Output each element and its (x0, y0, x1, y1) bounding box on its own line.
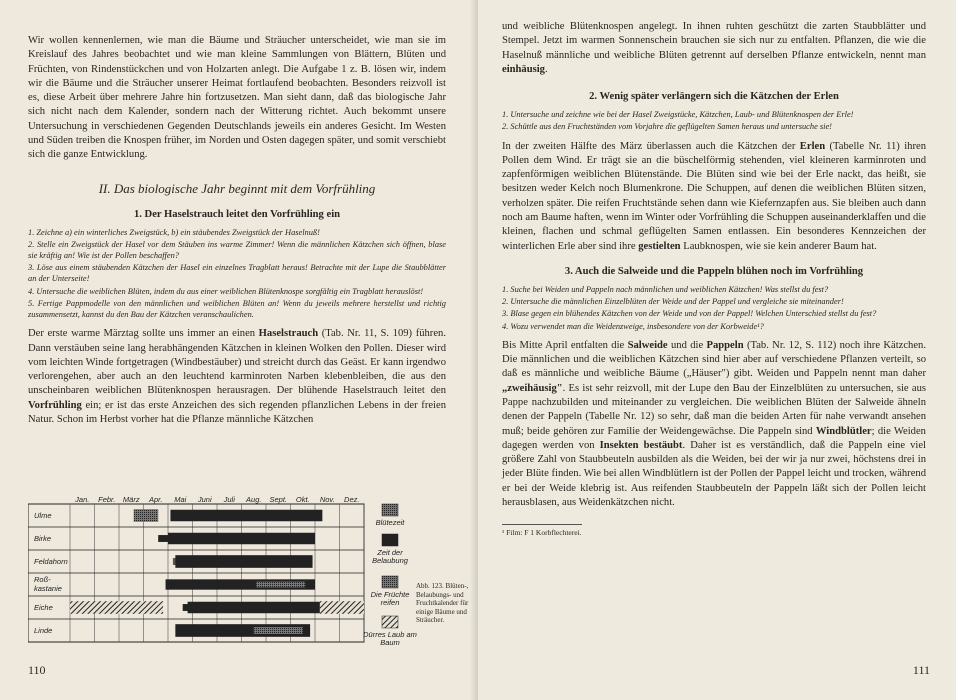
row-label: Feldahorn (34, 557, 68, 566)
footnote-rule (502, 524, 582, 525)
month-label: Jan. (75, 495, 90, 504)
legend-swatch (382, 576, 398, 588)
task-item: 5. Fertige Pappmodelle von den männlichen und weiblichen Blüten an! Wenn du jeweils mehrere herstellst und richtig zusammensetzt, kannst du den Bau der Kätzchen veranschaulichen. (28, 298, 446, 320)
row-label: Eiche (34, 603, 53, 612)
tree-calendar-chart (28, 492, 469, 660)
month-label: Sept. (269, 495, 288, 504)
calendar-bar (168, 533, 315, 545)
page-number-left: 110 (28, 663, 46, 677)
row-label: Roß- (34, 575, 51, 584)
legend-label: Blütezeit (375, 518, 405, 527)
task-item: 3. Blase gegen ein blühendes Kätzchen von der Weide und von der Pappel! Welchen Unterschied stellst du fest? (502, 309, 877, 319)
intro-paragraph: Wir wollen kennenlernen, wie man die Bäume und Sträucher unterscheidet, wie man sie im Kreislauf des Jahres beobachtet und wie man kleine Sammlungen von Blättern, Blüten und Früchten, von Rindenstückchen und von Holzarten anlegt. Die Aufgabe 1 z. B. lösen wir, indem wir die Bäume und die Sträucher unserer Heimat fortlaufend beobachten. Besonders reizvoll ist es, diese Arbeit über mehrere Jahre hin fortzusetzen. Man sieht dann, daß das biologische Jahr sich nicht nach dem Kalender, sondern nach der Witterung richtet. Auch bekommt unsere Untersuchung in verschiedenen Gegenden Deutschlands jeweils ein anderes Gesicht. Im Westen und Süden treiben die Knospen früher, im Norden und Osten dagegen später, und somit verschiebt sich die ganze Entwicklung. (28, 35, 446, 161)
month-label: Okt. (295, 495, 310, 504)
bold-term: einhäusig (502, 63, 545, 75)
month-label: Juli (223, 495, 235, 504)
legend-swatch (382, 616, 398, 628)
footnote: ¹ Film: F 1 Korbflechterei. (502, 528, 582, 538)
task-item: 2. Untersuche die männlichen Einzelblüten der Weide und der Pappel und vergleiche sie miteinander! (502, 297, 844, 307)
bold-term: Insekten bestäubt (599, 439, 683, 451)
text-run: (Tabelle Nr. 11) ihren Pollen dem Wind. Er trägt sie an die büschelförmig stehenden, viel kleineren karminroten und zapfenförmigen weiblichen Blütenstände. Die Blüten sind wie bei der Erle nackt, das heißt, sie besitzen weder Kelch noch Blumenkrone. Die Schuppen, auf denen die weiblichen Blüten sitzen, verholzen später. Die reifen Fruchtstände sehen dann wie Kiefernzapfen aus. Sie bleiben auch dann noch am Baume haften, wenn im Winter oder Vorfrühling die Schuppen auseinanderklaffen und die kleinen, flachen und schmal geflügelten Samen entlassen. Ein besonderes Kennzeichen der winterlichen Erle aber sind ihre (502, 140, 926, 252)
text-run: . (544, 63, 548, 75)
legend-label: Dürres Laub am (363, 630, 417, 639)
calendar-bar (70, 601, 163, 614)
continuation-paragraph (502, 20, 926, 77)
legend-label: Belaubung (372, 556, 408, 565)
month-label: Apr. (149, 495, 163, 504)
task-list-2 (502, 109, 926, 132)
task-item: 1. Untersuche und zeichne wie bei der Hasel Zweigstücke, Kätzchen, Laub- und Blütenknospen der Erle! (502, 110, 854, 120)
month-label: März (122, 495, 140, 504)
text-run: ein; er ist das erste Anzeichen des sich regenden pflanzlichen Lebens in der freien Natur. Schon im Herbst vorher hat die Pflanze männliche Kätzchen (28, 399, 446, 426)
month-label: Dez. (344, 495, 360, 504)
calendar-bar (175, 555, 312, 568)
bold-term: Vorfrühling (28, 399, 82, 411)
row-label: Ulme (34, 511, 52, 520)
text-run: Der erste warme Märztag sollte uns immer an einen (28, 328, 259, 340)
calendar-bar (170, 510, 322, 522)
text-run: . Daher ist es verständlich, daß die Pappeln eine viel größere Zahl von Staubbeuteln ausbilden als die Weiden, bei der wir ja nur zwei, höchstens drei in jeder Blüte finden. Wie bei allen Windblütlern ist der Pollen der Pappel leicht und trocken, während er bei der Weide klebrig ist. Aus reifenden Staubbeuteln der Pappeln läßt sich der Pollen leicht herausblasen, aus Weidenkätzchen nicht. (502, 439, 926, 509)
text-run: und die (667, 339, 707, 351)
page-number-right: 111 (912, 663, 930, 677)
legend-label: reifen (380, 598, 400, 607)
figure-caption: Abb. 123. Blüten-, Belaubungs- und Fruchtkalender für einige Bäume und Sträucher. (416, 582, 469, 624)
bold-term: gestielten (638, 240, 681, 252)
month-label: Juni (197, 495, 212, 504)
month-label: Febr. (98, 495, 116, 504)
month-label: Nov. (319, 495, 335, 504)
text-run: . Es ist sehr reizvoll, mit der Lupe den Bau der Einzelblüten zu untersuchen, sie aus Pappe nachzubilden und miteinander zu vergleichen. Die weiblichen Blüten der Salweide ähneln denen der Pappeln (Tabelle Nr. 12) so sehr, daß man die beiden Arten für nahe verwandt ansehen muß; beide gehören zur Familie der Weidengewächse. Die Pappeln sind (502, 382, 926, 437)
bold-term: Salweide (627, 339, 668, 351)
text-run: Laubknospen, wie sie kein anderer Baum hat. (680, 240, 877, 252)
bold-term: Haselstrauch (258, 328, 319, 340)
legend-label: Baum (380, 638, 400, 647)
task-item: 4. Untersuche die weiblichen Blüten, indem du aus einer weiblichen Blütenknospe sorgfältig ein Tragblatt herauslöst! (28, 286, 424, 296)
hasel-paragraph (28, 327, 446, 427)
text-run: Bis Mitte April entfalten die (502, 339, 628, 351)
erlen-paragraph (502, 140, 926, 254)
calendar-bar (134, 509, 159, 522)
row-label: kastanie (34, 584, 62, 593)
chapter-heading: II. Das biologische Jahr beginnt mit dem Vorfrühling (98, 180, 376, 196)
calendar-bar (254, 627, 303, 634)
task-item: 1. Suche bei Weiden und Pappeln nach männlichen und weiblichen Kätzchen! Was stellst du fest? (502, 284, 829, 294)
row-label: Linde (34, 626, 53, 635)
calendar-bar (320, 601, 364, 614)
section-heading-3: 3. Auch die Salweide und die Pappeln blühen noch im Vorfrühling (564, 265, 864, 277)
task-item: 2. Schüttle aus den Fruchtständen vom Vorjahre die geflügelten Samen heraus und untersuche sie! (502, 122, 832, 132)
task-item: 2. Stelle ein Zweigstück der Hasel vor dem Stäuben ins warme Zimmer! Wenn die männlichen Kätzchen sich öffnen, blase sie kräftig an! Wie ist der Pollen beschaffen? (28, 239, 446, 261)
bold-term: „zweihäusig" (502, 382, 563, 394)
month-label: Aug. (246, 495, 262, 504)
section-heading-1: 1. Der Haselstrauch leitet den Vorfrühling ein (133, 208, 341, 220)
text-run: (Tab. Nr. 12, S. 112) noch ihre Kätzchen. Die männlichen und die weiblichen Kätzchen sind hier aber auf verschiedene Pflanzen verteilt, so daß es männliche und weibliche Bäume („Häuser") gibt. Weiden und Pappeln nennt man daher (502, 339, 927, 380)
bold-term: Windblütler (815, 425, 872, 437)
text-run: ; die Weiden dagegen werden von (502, 425, 926, 451)
text-run: In der zweiten Hälfte des März überlassen auch die Kätzchen der (502, 140, 800, 152)
text-run: und weibliche Blütenknospen angelegt. In ihnen ruhten geschützt die zarten Staubblätter und Stempel. Jetzt im warmen Sonnenschein brauchen sie sich nur zu entfalten. Pflanzen, die wie die Haselnuß männliche und weibliche Blüten getrennt auf derselben Pflanze entwickeln, nennt man (502, 21, 926, 61)
task-item: 1. Zeichne a) ein winterliches Zweigstück, b) ein stäubendes Zweigstück der Haselnuß! (28, 227, 320, 237)
task-list-1 (28, 227, 446, 321)
calendar-bar (188, 602, 320, 614)
right-page (478, 0, 956, 700)
task-list-3 (502, 284, 926, 332)
row-label: Birke (34, 534, 52, 543)
task-item: 4. Wozu verwendet man die Weidenzweige, insbesondere von der Korbweide¹? (502, 321, 764, 331)
section-heading-2: 2. Wenig später verlängern sich die Kätzchen der Erlen (589, 91, 839, 103)
legend-label: Zeit der (377, 548, 403, 557)
text-run: (Tab. Nr. 11, S. 109) führen. Dann verstäuben seine lang herabhängenden Kätzchen in kleinen Wolken den Pollen. Dieser wird vom leichten Winde fortgetragen (Windbestäuber) und streicht durch das Geäst. Er kann irgendwo verlorengehen, aber auch an den leuchtend karminroten Narben klebenbleiben, die aus den unscheinbaren weiblichen Blütenknospen herausragen. Der blühende Haselstrauch leitet den (28, 328, 446, 397)
legend-swatch (382, 534, 398, 546)
weiden-paragraph (502, 339, 926, 511)
bold-term: Erlen (799, 140, 826, 152)
legend-label: Die Früchte (370, 590, 410, 599)
month-label: Mai (174, 495, 187, 504)
calendar-svg (28, 492, 458, 660)
calendar-bar (256, 582, 305, 588)
legend-swatch (382, 504, 398, 516)
task-item: 3. Löse aus einem stäubenden Kätzchen der Hasel ein einzelnes Tragblatt heraus! Betrachte mit der Lupe die Staubblätter an der Unterseite! (28, 263, 446, 284)
bold-term: Pappeln (706, 339, 744, 351)
